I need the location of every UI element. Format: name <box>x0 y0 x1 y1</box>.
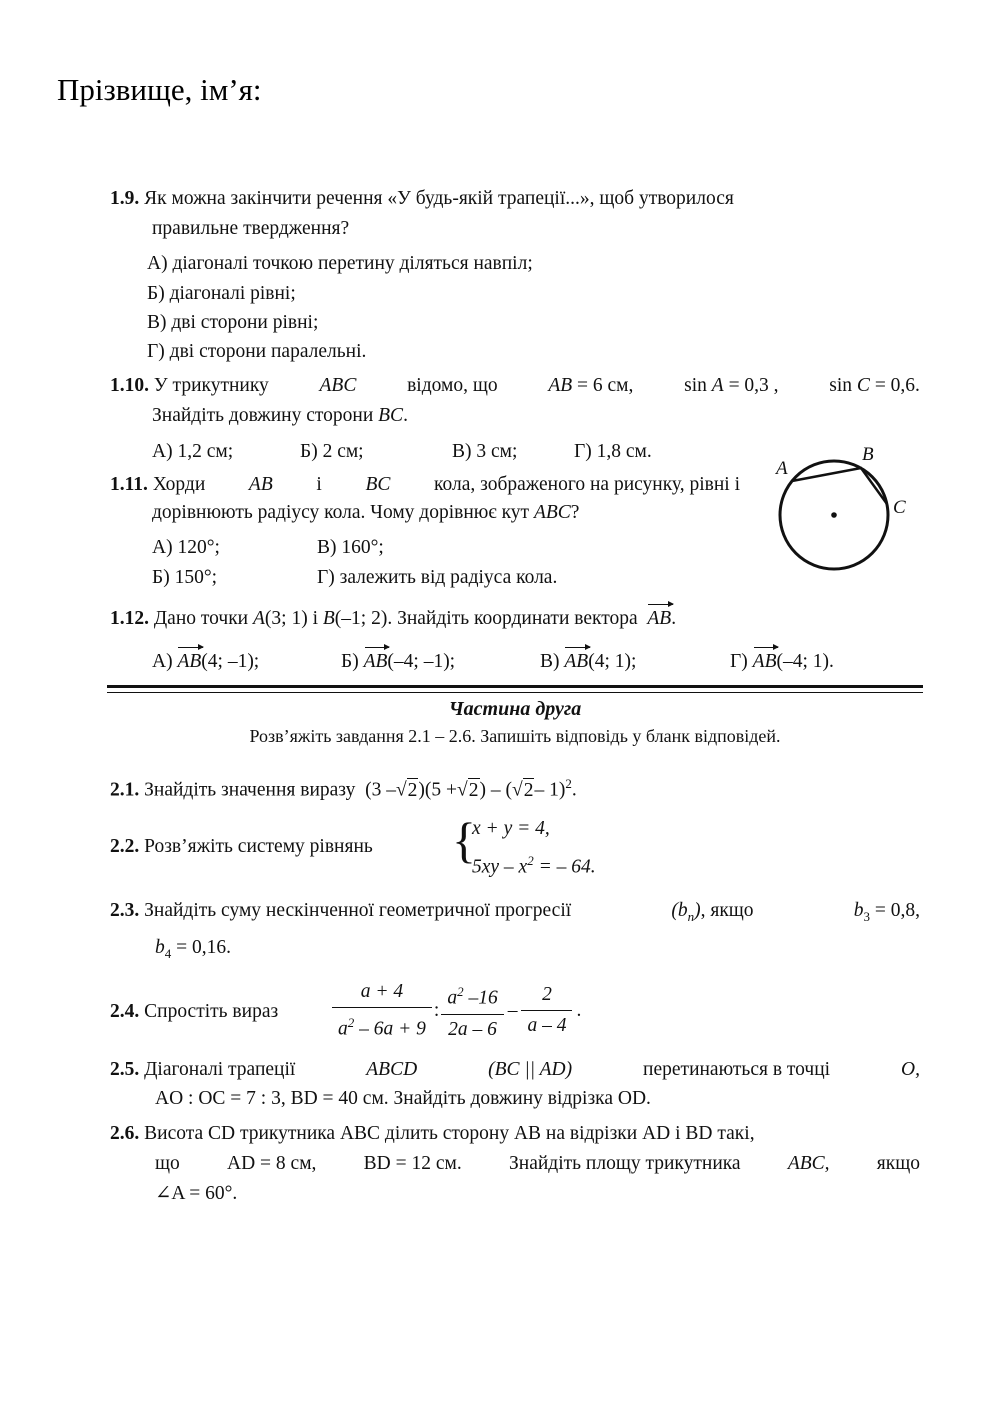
question-text-cont <box>155 936 231 966</box>
option-d <box>730 650 834 674</box>
option-letter: Г) <box>730 651 748 672</box>
term-index: 4 <box>164 945 172 961</box>
question-text: Висота CD трикутника ABC ділить сторону AB на відрізки AD і BD такі, <box>144 1123 755 1144</box>
option-a: А) діагоналі точкою перетину діляться навпіл; <box>147 253 533 274</box>
angle-name: A <box>711 375 724 396</box>
section-divider-thin <box>107 692 923 693</box>
expression: (3 – <box>365 779 396 801</box>
question-text: У трикутнику <box>153 375 269 396</box>
question-text: Розв’яжіть систему рівнянь <box>144 836 373 857</box>
operator: – <box>507 999 518 1021</box>
question-text: що <box>155 1153 180 1174</box>
expression: ) – ( <box>479 779 512 801</box>
expression: = – 64. <box>533 856 596 878</box>
question-number: 1.11. <box>110 474 148 495</box>
question-1-10 <box>110 374 920 398</box>
option-d: Г) 1,8 см. <box>574 441 652 462</box>
option-c <box>540 650 636 674</box>
sequence-index: n <box>687 908 695 924</box>
sin-label: sin <box>684 375 707 396</box>
vector-name: AB <box>363 651 388 672</box>
question-2-5 <box>110 1058 920 1082</box>
angle-name: C <box>856 375 870 396</box>
question-2-6 <box>110 1122 755 1146</box>
segment-value: BD = 12 см. <box>363 1153 462 1174</box>
option-value: (4; 1); <box>588 651 637 672</box>
denominator <box>332 1007 432 1042</box>
question-text-cont <box>155 1152 920 1176</box>
expression: – 1) <box>534 779 566 801</box>
term: – 6a + 9 <box>354 1018 426 1040</box>
question-text-cont: правильне твердження? <box>152 218 350 239</box>
question-number: 2.4. <box>110 1001 140 1022</box>
option-c: В) 160°; <box>317 537 384 558</box>
name-label: Прізвище, ім’я: <box>57 72 262 107</box>
sequence: ) <box>694 900 701 921</box>
question-2-4 <box>110 1000 278 1024</box>
vector-name: AB <box>647 608 672 629</box>
question-number: 2.3. <box>110 900 140 921</box>
expression: 5xy – x <box>472 856 528 878</box>
question-text: дорівнюють радіусу кола. Чому дорівнює кут <box>152 502 530 523</box>
point-name: O, <box>901 1059 920 1080</box>
side-value: = 6 см, <box>577 375 634 396</box>
question-2-3 <box>110 899 920 929</box>
option-value: (–4; 1). <box>776 651 834 672</box>
question-text: і <box>316 474 322 495</box>
exponent: 2 <box>457 984 464 999</box>
figure-name: ABCD <box>366 1059 418 1080</box>
option-d: Г) залежить від радіуса кола. <box>317 567 558 588</box>
sin-value: = 0,3 , <box>728 375 779 396</box>
circle-figure <box>765 440 915 580</box>
term-value: = 0,16. <box>176 937 231 958</box>
triangle-name: ABC, <box>787 1153 830 1174</box>
option-letter: Б) <box>341 651 359 672</box>
option-b: Б) 150°; <box>152 567 218 588</box>
section-divider <box>107 685 923 688</box>
question-1-9 <box>110 187 920 211</box>
denominator: 2a – 6 <box>441 1014 503 1042</box>
label-c: C <box>893 497 906 518</box>
fraction-2 <box>441 980 503 1042</box>
question-text: якщо <box>876 1153 920 1174</box>
term: a <box>338 1018 348 1040</box>
question-number: 2.6. <box>110 1123 140 1144</box>
question-text-cont: Знайдіть довжину сторони BC. <box>152 405 408 426</box>
option-a: А) 120°; <box>152 537 220 558</box>
numerator <box>441 980 503 1014</box>
question-number: 2.5. <box>110 1059 140 1080</box>
option-b: Б) 2 см; <box>300 441 364 462</box>
question-text: Діагоналі трапеції <box>144 1059 296 1080</box>
vector-name: AB <box>564 651 589 672</box>
option-c: В) 3 см; <box>452 441 518 462</box>
exponent: 2 <box>527 853 534 868</box>
option-value: (4; –1); <box>201 651 260 672</box>
expression-fractions <box>332 980 581 1042</box>
exponent: 2 <box>565 776 572 791</box>
segment-value: AD = 8 см, <box>227 1153 317 1174</box>
option-value: (–4; –1); <box>387 651 456 672</box>
question-number: 1.9. <box>110 188 140 209</box>
option-c: В) дві сторони рівні; <box>147 312 319 333</box>
option-letter: В) <box>540 651 560 672</box>
question-number: 2.2. <box>110 836 140 857</box>
sin-label: sin <box>829 375 853 396</box>
sequence: (b <box>671 900 688 921</box>
term-value: = 0,8, <box>874 900 920 921</box>
option-b <box>341 650 455 674</box>
question-text: , якщо <box>700 900 754 921</box>
option-letter: А) <box>152 651 173 672</box>
vector-name: AB <box>752 651 777 672</box>
condition: (BC || AD) <box>488 1059 573 1080</box>
question-text: Знайдіть значення виразу <box>144 779 356 801</box>
sin-value: = 0,6. <box>874 375 920 396</box>
label-a: A <box>776 458 788 479</box>
expression: . <box>571 779 577 801</box>
numerator: a + 4 <box>360 981 404 1002</box>
operator: : <box>433 999 440 1021</box>
fraction-3 <box>521 983 572 1038</box>
point-coords: (3; 1) і <box>264 608 318 629</box>
term: a <box>447 987 458 1009</box>
operator: . <box>576 999 582 1021</box>
question-text: Знайдіть суму нескінченної геометричної прогресії <box>144 900 572 921</box>
numerator: 2 <box>542 984 552 1006</box>
angle-condition: ∠A = 60°. <box>155 1183 238 1204</box>
radicand: 2 <box>407 779 418 801</box>
triangle-name: ABC <box>319 375 357 396</box>
exponent: 2 <box>347 1015 355 1030</box>
question-text: Як можна закінчити речення «У будь-якій трапеції...», щоб утворилося <box>144 188 734 209</box>
equation-1: x + y = 4, <box>472 818 550 839</box>
question-2-1: 2.1. Знайдіть значення виразу (3 –√2)(5 +√2) – (√2– 1)$^2$. <box>110 776 577 801</box>
section-instruction: Розв’яжіть завдання 2.1 – 2.6. Запишіть відповідь у бланк відповідей. <box>249 726 781 746</box>
question-number: 2.1. <box>110 779 140 801</box>
label-b: B <box>862 444 874 465</box>
expression: )(5 + <box>418 779 458 801</box>
circle-center <box>831 512 837 518</box>
question-1-11 <box>110 473 740 497</box>
term: b <box>155 937 165 958</box>
option-b: Б) діагоналі рівні; <box>147 283 296 304</box>
side-name: AB <box>548 375 573 396</box>
question-text: Спростіть вираз <box>144 1001 279 1022</box>
fraction-1 <box>332 980 432 1042</box>
radicand: 2 <box>468 779 479 801</box>
question-2-2 <box>110 835 373 859</box>
side-name: BC <box>378 405 404 426</box>
question-text: (–1; 2). Знайдіть координати вектора <box>334 608 638 629</box>
question-text: Дано точки <box>153 608 249 629</box>
question-1-12: 1.12. Дано точки A(3; 1) і B(–1; 2). Знайдіть координати вектора AB. <box>110 608 677 629</box>
point-name: A <box>253 608 265 629</box>
question-text-cont: дорівнюють радіусу кола. Чому дорівнює кут ABC? <box>152 502 580 523</box>
point-name: B <box>322 608 335 629</box>
chord-name: AB <box>248 474 273 495</box>
question-text: Знайдіть довжину сторони <box>152 405 374 426</box>
question-number: 1.10. <box>110 375 149 396</box>
question-text: перетинаються в точці <box>643 1059 831 1080</box>
term: b <box>853 900 864 921</box>
section-title: Частина друга <box>448 698 582 720</box>
vector-name: AB <box>177 651 202 672</box>
chords-ab-bc <box>792 468 887 504</box>
question-text: відомо, що <box>407 375 498 396</box>
question-text: Хорди <box>152 474 206 495</box>
question-number: 1.12. <box>110 608 149 629</box>
angle-name: ABC <box>533 502 571 523</box>
question-text: Знайдіть площу трикутника <box>508 1153 741 1174</box>
option-a <box>152 650 259 674</box>
system-brace: { <box>452 812 476 868</box>
option-a: А) 1,2 см; <box>152 441 234 462</box>
term: –16 <box>463 987 498 1009</box>
equation-2 <box>472 849 596 880</box>
option-d: Г) дві сторони паралельні. <box>147 341 367 362</box>
chord-name: BC <box>365 474 391 495</box>
denominator: a – 4 <box>521 1010 572 1038</box>
radicand: 2 <box>523 779 534 801</box>
question-text-cont: AO : OC = 7 : 3, BD = 40 см. Знайдіть довжину відрізка OD. <box>155 1088 651 1109</box>
term-index: 3 <box>863 908 870 924</box>
question-text: кола, зображеного на рисунку, рівні і <box>434 474 740 495</box>
